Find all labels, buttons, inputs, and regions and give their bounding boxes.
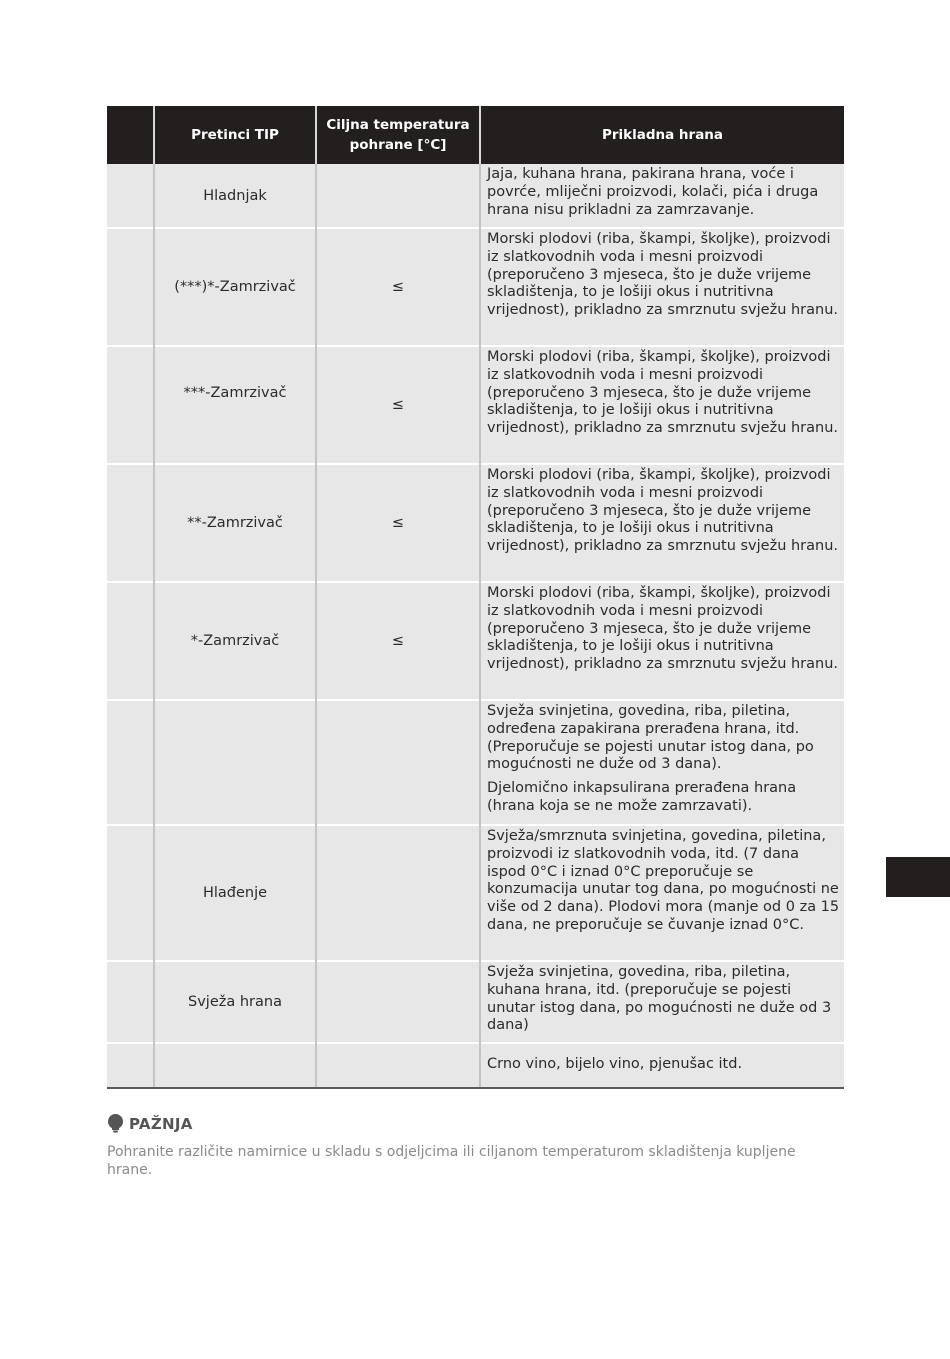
table-row bbox=[107, 825, 844, 961]
compartment-type: Hlađenje bbox=[154, 825, 316, 961]
compartment-type: **-Zamrzivač bbox=[154, 464, 316, 582]
table-row bbox=[107, 228, 844, 346]
table-row bbox=[107, 1043, 844, 1088]
target-temperature bbox=[316, 961, 480, 1043]
chapter-tab bbox=[886, 857, 950, 897]
suitable-food: Morski plodovi (riba, škampi, školjke), proizvodi iz slatkovodnih voda i mesni proizvodi (preporučeno 3 mjeseca, što je duže vrijeme skladištenja, to je lošiji okus i nutritivna vrijednost), prikladno za smrznutu svježu hranu. bbox=[480, 228, 844, 346]
table-row bbox=[107, 346, 844, 464]
target-temperature: ≤ bbox=[316, 464, 480, 582]
suitable-food: Jaja, kuhana hrana, pakirana hrana, voće i povrće, mliječni proizvodi, kolači, pića i druga hrana nisu prikladni za zamrzavanje. bbox=[480, 164, 844, 228]
lightbulb-icon bbox=[107, 1114, 124, 1133]
table-row bbox=[107, 582, 844, 700]
row-marker-cell bbox=[107, 346, 154, 464]
suitable-food: Morski plodovi (riba, škampi, školjke), proizvodi iz slatkovodnih voda i mesni proizvodi (preporučeno 3 mjeseca, što je duže vrijeme skladištenja, to je lošiji okus i nutritivna vrijednost), prikladno za smrznutu svježu hranu. bbox=[480, 582, 844, 700]
target-temperature: ≤ bbox=[316, 346, 480, 464]
target-temperature bbox=[316, 825, 480, 961]
compartment-type: ***-Zamrzivač bbox=[154, 346, 316, 464]
header-empty bbox=[107, 106, 154, 164]
target-temperature: ≤ bbox=[316, 228, 480, 346]
compartment-type: *-Zamrzivač bbox=[154, 582, 316, 700]
row-marker-cell bbox=[107, 1043, 154, 1088]
compartment-type bbox=[154, 700, 316, 825]
target-temperature bbox=[316, 164, 480, 228]
row-marker-cell bbox=[107, 825, 154, 961]
note-heading bbox=[107, 1114, 193, 1133]
suitable-food: Crno vino, bijelo vino, pjenušac itd. bbox=[480, 1043, 844, 1088]
compartment-type: Svježa hrana bbox=[154, 961, 316, 1043]
note-title: PAŽNJA bbox=[129, 1114, 193, 1133]
table-row bbox=[107, 164, 844, 228]
row-marker-cell bbox=[107, 700, 154, 825]
suitable-food: Svježa svinjetina, govedina, riba, piletina, kuhana hrana, itd. (preporučuje se pojesti unutar istog dana, po mogućnosti ne duže od 3 dana) bbox=[480, 961, 844, 1043]
suitable-food: Morski plodovi (riba, škampi, školjke), proizvodi iz slatkovodnih voda i mesni proizvodi (preporučeno 3 mjeseca, što je duže vrijeme skladištenja, to je lošiji okus i nutritivna vrijednost), prikladno za smrznutu svježu hranu. bbox=[480, 346, 844, 464]
row-marker-cell bbox=[107, 582, 154, 700]
compartment-type bbox=[154, 1043, 316, 1088]
note-text: Pohranite različite namirnice u skladu s odjeljcima ili ciljanom temperaturom skladištenja kupljene hrane. bbox=[107, 1144, 796, 1178]
suitable-food: Morski plodovi (riba, škampi, školjke), proizvodi iz slatkovodnih voda i mesni proizvodi (preporučeno 3 mjeseca, što je duže vrijeme skladištenja, to je lošiji okus i nutritivna vrijednost), prikladno za smrznutu svježu hranu. bbox=[480, 464, 844, 582]
row-marker-cell bbox=[107, 228, 154, 346]
target-temperature: ≤ bbox=[316, 582, 480, 700]
row-marker-cell bbox=[107, 464, 154, 582]
row-marker-cell bbox=[107, 164, 154, 228]
suitable-food: Svježa svinjetina, govedina, riba, piletina, određena zapakirana prerađena hrana, itd. (Preporučuje se pojesti unutar istog dana, po mogućnosti ne duže od 3 dana). Djelomično inkapsulirana prerađena hrana (hrana koja se ne može zamrzavati). bbox=[480, 700, 844, 825]
target-temperature bbox=[316, 1043, 480, 1088]
compartment-type: (***)*-Zamrzivač bbox=[154, 228, 316, 346]
header-target-temperature: Ciljna temperatura pohrane [°C] bbox=[316, 106, 480, 164]
compartment-type: Hladnjak bbox=[154, 164, 316, 228]
suitable-food: Svježa/smrznuta svinjetina, govedina, piletina, proizvodi iz slatkovodnih voda, itd. (7 dana ispod 0°C i iznad 0°C preporučuje se konzumacija unutar tog dana, po mogućnosti ne više od 2 dana). Plodovi mora (manje od 0 za 15 dana, ne preporučuje se čuvanje iznad 0°C. bbox=[480, 825, 844, 961]
row-marker-cell bbox=[107, 961, 154, 1043]
table-row bbox=[107, 464, 844, 582]
table-row bbox=[107, 700, 844, 825]
table-row bbox=[107, 961, 844, 1043]
target-temperature bbox=[316, 700, 480, 825]
header-compartment-type: Pretinci TIP bbox=[154, 106, 316, 164]
header-suitable-food: Prikladna hrana bbox=[480, 106, 844, 164]
storage-table bbox=[107, 106, 844, 1089]
table-header-row bbox=[107, 106, 844, 164]
